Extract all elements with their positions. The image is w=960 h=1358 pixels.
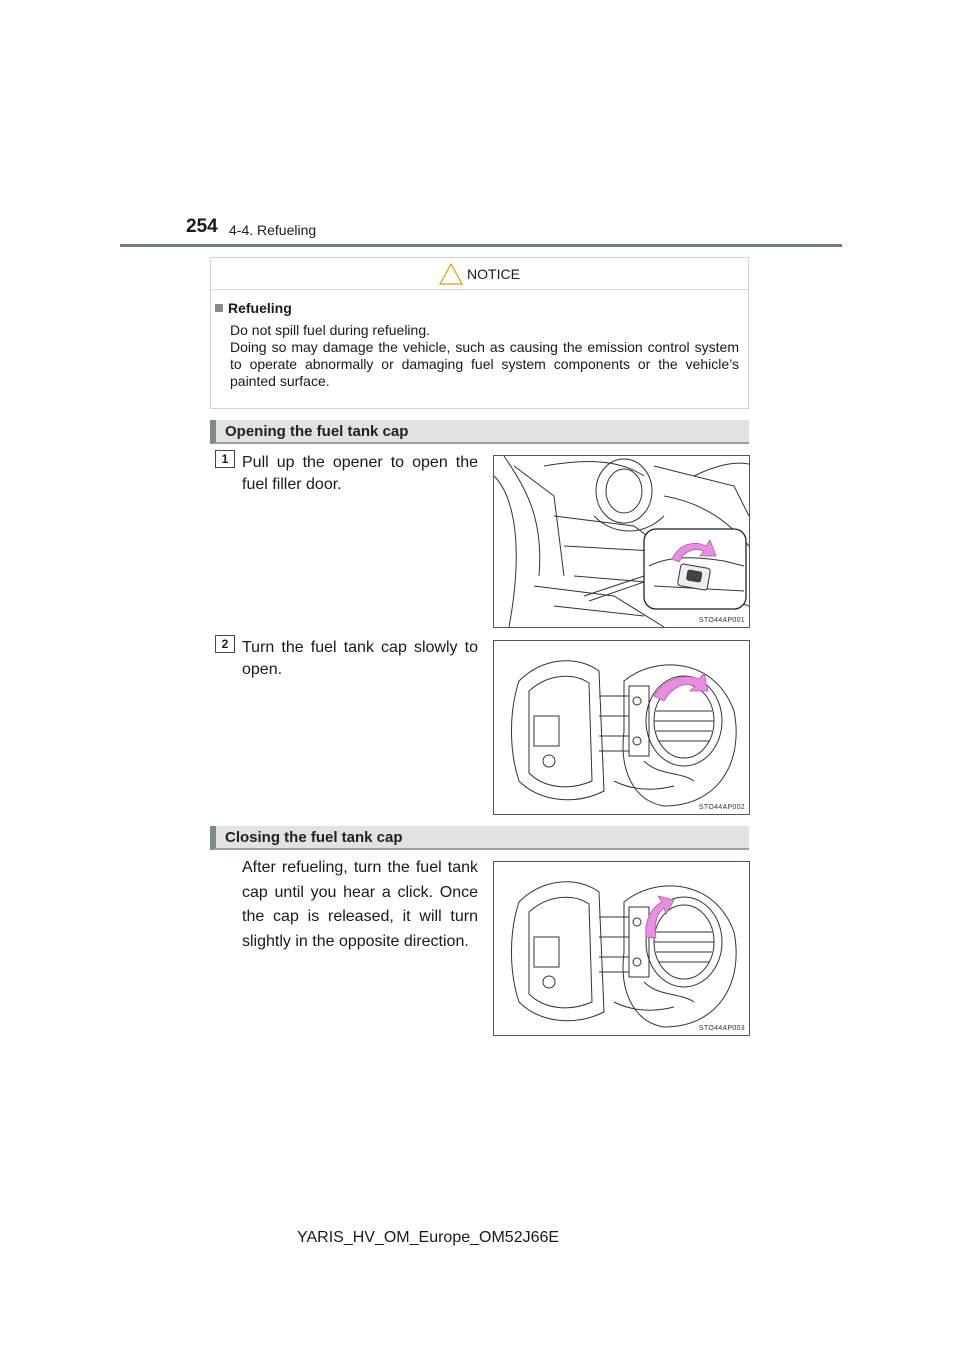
figure-cap-open xyxy=(493,640,750,815)
notice-line: Doing so may damage the vehicle, such as causing the emission control system to operate abnormally or damaging fuel system components or the vehicle’s painted surface. xyxy=(230,339,739,389)
figure-opener-lever xyxy=(493,455,750,628)
section-band-title: Opening the fuel tank cap xyxy=(225,422,409,440)
figure-code: STO44AP003 xyxy=(698,1025,745,1032)
warning-icon xyxy=(439,263,463,285)
step-number-1: 1 xyxy=(215,450,235,468)
page-number: 254 xyxy=(186,216,218,237)
step-number-2: 2 xyxy=(215,635,235,653)
bullet-square-icon xyxy=(215,304,223,312)
section-band-title: Closing the fuel tank cap xyxy=(225,828,403,846)
section-title: 4-4. Refueling xyxy=(229,222,317,238)
footer-code: YARIS_HV_OM_Europe_OM52J66E xyxy=(297,1229,560,1246)
notice-box xyxy=(210,257,749,409)
notice-heading-text: Refueling xyxy=(228,300,292,316)
opener-illustration xyxy=(494,456,749,627)
notice-heading xyxy=(215,300,292,316)
header-rule xyxy=(120,244,842,247)
figure-code: STO44AP001 xyxy=(698,617,745,624)
section-band-closing xyxy=(210,826,749,850)
notice-body xyxy=(230,322,739,390)
section-band-opening xyxy=(210,420,749,444)
cap-open-illustration xyxy=(494,641,749,814)
closing-text: After refueling, turn the fuel tank cap until you hear a click. Once the cap is released, it will turn slightly in the opposite direction. xyxy=(242,859,478,950)
notice-label: NOTICE xyxy=(467,265,520,282)
rotate-arrow-icon xyxy=(654,673,708,701)
figure-cap-close xyxy=(493,861,750,1036)
step-1-text: Pull up the opener to open the fuel filler door. xyxy=(242,454,478,493)
cap-close-illustration xyxy=(494,862,749,1035)
figure-code: STO44AP002 xyxy=(698,804,745,811)
notice-header xyxy=(211,258,748,290)
step-2-text: Turn the fuel tank cap slowly to open. xyxy=(242,639,478,678)
notice-line: Do not spill fuel during refueling. xyxy=(230,322,431,338)
